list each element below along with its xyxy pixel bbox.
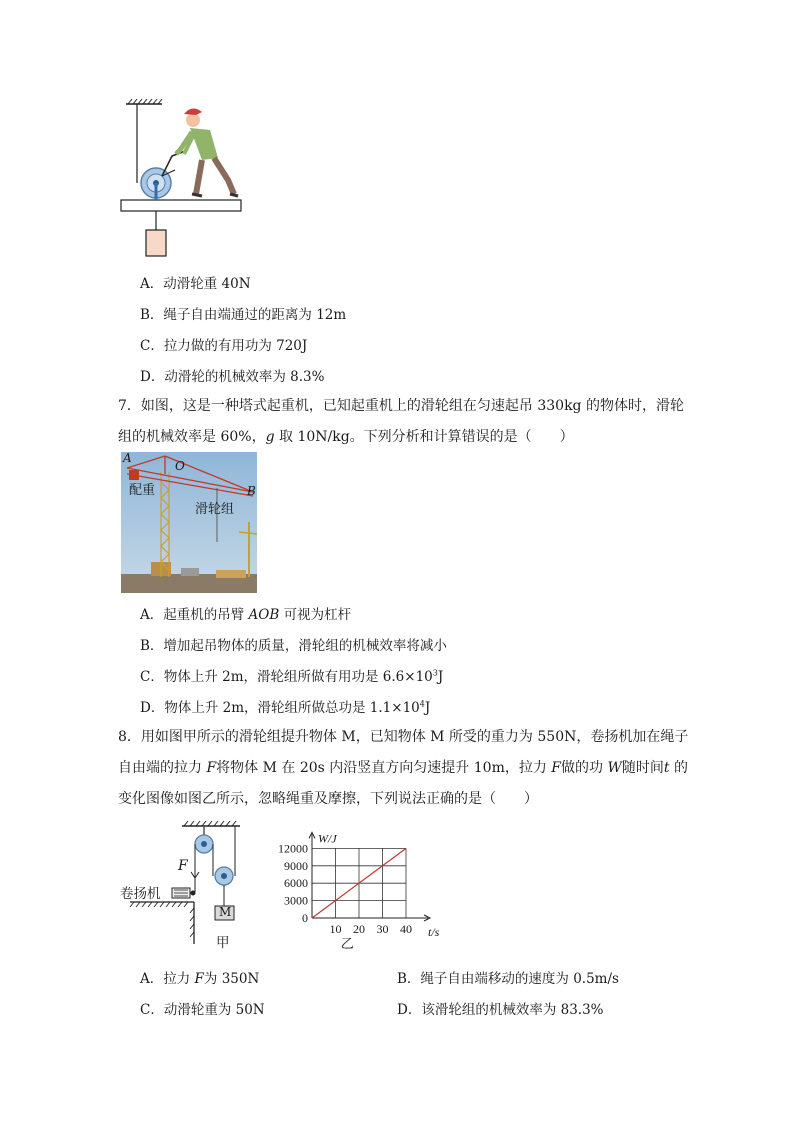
x-axis-label: t/s (428, 925, 440, 939)
q7-option-b: B．增加起吊物体的质量，滑轮组的机械效率将减小 (140, 638, 447, 654)
q8-stem-text: 随时间 (621, 760, 664, 776)
x-tick-label: 30 (376, 922, 389, 936)
q7-stem-text: 组的机械效率是 60%， (118, 429, 266, 445)
crane-illustration (121, 452, 257, 593)
man-figure (176, 108, 238, 196)
q8-stem-line2 (118, 758, 688, 778)
q6-option-d: D．动滑轮的机械效率为 8.3% (140, 369, 325, 385)
crane-label-a: A (123, 452, 132, 465)
q8-stem-text: 将物体 M 在 20s 内沿竖直方向匀速提升 10m，拉力 (216, 760, 552, 776)
y-tick-label: 0 (302, 911, 308, 925)
chart-caption: 乙 (340, 936, 354, 950)
q7-option-d-text: D．物体上升 2m，滑轮组所做总功是 1.1×10 (140, 700, 420, 716)
q8-var-f: F (206, 760, 217, 776)
crane-label-o: O (175, 459, 185, 473)
q7-option-d-exp: 4 (419, 699, 425, 709)
crane-label-pulley: 滑轮组 (195, 502, 235, 517)
figure-jia-caption: 甲 (216, 935, 230, 951)
crane-label-b: B (247, 484, 256, 498)
q8-var-f: F (194, 971, 204, 987)
q8-stem-text: 做的功 (561, 760, 608, 776)
figure-yi-chart (262, 818, 452, 950)
q8-option-a (140, 967, 259, 987)
figure-jia-winch-label: 卷扬机 (120, 886, 161, 902)
q8-option-b: B．绳子自由端移动的速度为 0.5m/s (397, 971, 619, 987)
q7-var-aob: AOB (248, 607, 280, 623)
q8-stem-text: 的 (669, 760, 688, 776)
q8-option-c: C．动滑轮重为 50N (140, 1002, 265, 1018)
q8-stem-text: 自由端的拉力 (118, 760, 207, 776)
q8-var-t: t (663, 760, 670, 776)
q8-var-f: F (551, 760, 562, 776)
q7-option-c (140, 665, 443, 685)
q8-stem-line3: 变化图像如图乙所示，忽略绳重及摩擦，下列说法正确的是（ ） (118, 791, 538, 807)
figure-jia-force-label: F (178, 858, 188, 874)
q6-option-c: C．拉力做的有用功为 720J (140, 338, 308, 354)
figure-jia (118, 818, 248, 950)
q7-var-g: g (265, 429, 275, 445)
q6-option-b: B．绳子自由端通过的距离为 12m (140, 307, 347, 323)
y-tick-label: 9000 (284, 858, 308, 873)
q7-option-c-exp: 3 (432, 668, 438, 678)
q6-option-a: A．动滑轮重 40N (140, 276, 251, 292)
crane-label-counterweight: 配重 (129, 483, 156, 498)
q7-option-a (140, 603, 351, 623)
q7-option-a-text: A．起重机的吊臂 (140, 607, 249, 623)
q8-option-d: D．该滑轮组的机械效率为 83.3% (397, 1002, 604, 1018)
q7-stem-line2 (118, 427, 574, 447)
q7-option-a-text: 可视为杠杆 (279, 607, 352, 623)
x-tick-label: 10 (329, 922, 342, 936)
y-tick-label: 6000 (284, 876, 308, 891)
q8-stem-line1: 8．用如图甲所示的滑轮组提升物体 M，已知物体 M 所受的重力为 550N，卷扬机加在绳子 (118, 729, 689, 745)
q8-var-w: W (607, 760, 622, 776)
crane-photo (121, 452, 257, 593)
q7-option-d (140, 696, 430, 716)
y-tick-label: 12000 (278, 841, 308, 856)
figure-jia-mass-label: M (219, 905, 232, 919)
q8-option-a-text: 为 350N (203, 971, 260, 987)
q6-figure (118, 98, 253, 258)
q8-option-a-text: A．拉力 (140, 971, 195, 987)
x-tick-label: 40 (400, 922, 412, 936)
q7-option-c-text: J (437, 669, 444, 685)
q7-stem-line1: 7．如图，这是一种塔式起重机，已知起重机上的滑轮组在匀速起吊 330kg 的物体时，滑轮 (118, 398, 684, 414)
q7-option-d-text: J (424, 700, 431, 716)
y-tick-label: 3000 (284, 893, 308, 908)
y-axis-label: W/J (318, 831, 337, 846)
q7-stem-text: 取 10N/kg。下列分析和计算错误的是（ ） (274, 429, 574, 445)
x-tick-label: 20 (353, 922, 365, 936)
chart-axes (309, 832, 430, 921)
q7-option-c-text: C．物体上升 2m，滑轮组所做有用功是 6.6×10 (140, 669, 433, 685)
